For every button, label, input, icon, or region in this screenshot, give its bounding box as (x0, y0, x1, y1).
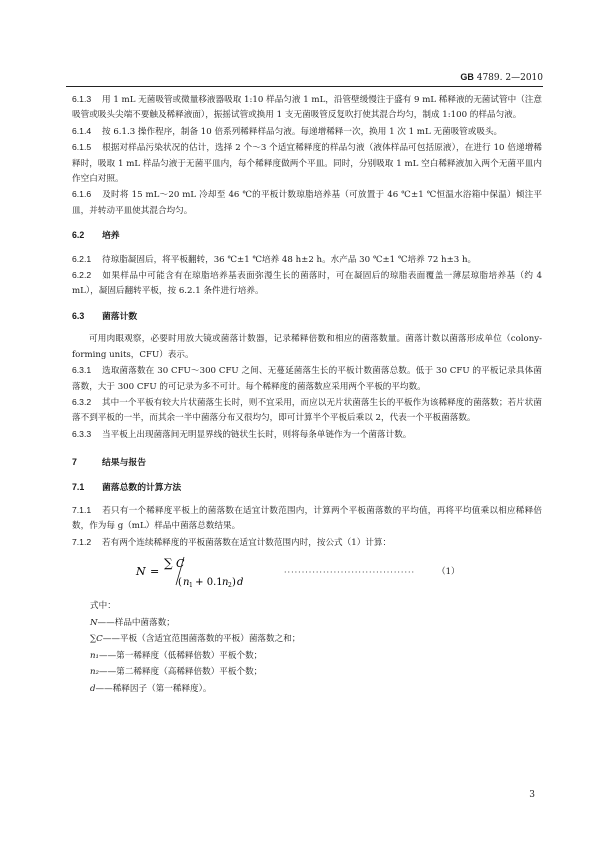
definition-symbol: n₂ (90, 667, 99, 678)
colony-count-formula (132, 553, 272, 593)
clause-number: 7.1.1 (72, 504, 92, 515)
definition-symbol: d (90, 683, 96, 694)
formula-1 (72, 553, 542, 593)
clause-number: 6.3.3 (72, 428, 92, 439)
document-body (72, 92, 542, 697)
clause-6-3-3 (72, 427, 542, 443)
formula-n2: n (222, 577, 229, 589)
clause-number: 6.2.1 (72, 253, 92, 264)
clause-7-1-2 (72, 535, 542, 551)
section-number: 6.2 (72, 230, 85, 241)
definition-n1 (90, 648, 542, 665)
definition-text: ——平板（含适宜范围菌落数的平板）菌落数之和； (102, 634, 301, 645)
clause-6-2-2 (72, 268, 542, 300)
header-rule (66, 86, 543, 87)
formula-numerator: C (176, 557, 185, 571)
section-title: 菌落计数 (102, 310, 138, 321)
definition-n2 (90, 664, 542, 681)
formula-open-paren: ( (178, 577, 182, 589)
clause-6-2-1 (72, 252, 542, 268)
standard-prefix: GB (460, 72, 474, 82)
clause-number: 6.3.2 (72, 396, 92, 407)
section-heading-6-3 (72, 309, 542, 324)
section-heading-6-2 (72, 228, 542, 243)
clause-6-3-intro: 可用肉眼观察，必要时用放大镜或菌落计数器，记录稀释倍数和相应的菌落数量。菌落计数以菌落形成单位（colony-forming units，CFU）表示。 (72, 334, 542, 360)
clause-6-1-5 (72, 140, 542, 187)
clause-number: 6.3.1 (72, 365, 92, 376)
formula-lhs: N (136, 565, 146, 579)
section-heading-7 (72, 455, 542, 470)
definitions-intro: 式中： (90, 601, 116, 612)
clause-6-1-4 (72, 124, 542, 140)
definition-d (90, 681, 542, 698)
section-number: 6.3 (72, 310, 85, 321)
clause-text: 若只有一个稀释度平板上的菌落数在适宜计数范围内，计算两个平板菌落数的平均值，再将平均值乘以相应稀释倍数，作为每 g（mL）样品中菌落总数结果。 (72, 505, 542, 532)
formula-n1: n (183, 577, 190, 589)
clause-6-3-2 (72, 395, 542, 427)
definition-n (90, 615, 542, 632)
clause-text: 用 1 mL 无菌吸管或微量移液器吸取 1:10 样品匀液 1 mL，沿管壁缓慢注于盛有 9 mL 稀释液的无菌试管中（注意吸管或吸头尖端不要触及稀释液面），振摇试管或换用 1 支无菌吸管反复吹打使其混合均匀，制成 1:100 的样品匀液。 (72, 95, 542, 121)
clause-text: 当平板上出现菌落间无明显界线的链状生长时，则将每条单链作为一个菌落计数。 (102, 429, 412, 440)
clause-number: 7.1.2 (72, 536, 92, 547)
clause-text: 根据对样品污染状况的估计，选择 2 个～3 个适宜稀释度的样品匀液（液体样品可包括原液），在进行 10 倍递增稀释时，吸取 1 mL 样品匀液于无菌平皿内，每个稀释度做两个平皿。同时，分别吸取 1 mL 空白稀释液加入两个无菌平皿内作空白对照。 (72, 143, 542, 185)
standard-code (460, 72, 543, 83)
clause-number: 6.1.5 (72, 142, 92, 153)
definition-symbol: n₁ (90, 650, 99, 661)
clause-number: 6.1.4 (72, 125, 92, 136)
clause-7-1-1 (72, 503, 542, 535)
page-number: 3 (529, 790, 535, 800)
clause-6-1-3 (72, 92, 542, 124)
clause-text: 如果样品中可能含有在琼脂培养基表面弥漫生长的菌落时，可在凝固后的琼脂表面覆盖一薄层琼脂培养基（约 4 mL），凝固后翻转平板，按 6.2.1 条件进行培养。 (72, 271, 542, 297)
clause-number: 6.2.2 (72, 270, 92, 281)
formula-equals: = (150, 565, 160, 579)
formula-d: d (237, 577, 244, 589)
clause-6-1-6 (72, 187, 542, 219)
formula-n2-subscript: 2 (228, 582, 232, 590)
section-title: 培养 (102, 230, 120, 241)
clause-text: 及时将 15 mL～20 mL 冷却至 46 ℃的平板计数琼脂培养基（可放置于 46 ℃±1 ℃恒温水浴箱中保温）倾注平皿，并转动平皿使其混合均匀。 (72, 190, 542, 216)
definition-text: ——样品中菌落数； (97, 617, 175, 628)
clause-text: 若有两个连续稀释度的平板菌落数在适宜计数范围内时，按公式（1）计算： (102, 537, 392, 548)
formula-sum-symbol: ∑ (164, 556, 173, 571)
formula-number: （1） (437, 567, 460, 578)
section-number: 7.1 (72, 481, 85, 492)
section-heading-7-1 (72, 480, 542, 495)
formula-close-paren: ) (232, 577, 236, 589)
clause-number: 6.1.6 (72, 189, 92, 200)
definition-symbol: N (90, 617, 98, 628)
formula-leader-dots: ····································· (284, 568, 416, 578)
clause-number: 6.1.3 (72, 94, 92, 104)
definition-text: ——第一稀释度（低稀释倍数）平板个数； (98, 650, 263, 661)
definition-symbol: ∑C (90, 634, 103, 645)
clause-text: 其中一个平板有较大片状菌落生长时，则不宜采用，而应以无片状菌落生长的平板作为该稀释度的菌落数；若片状菌落不到平板的一半，而其余一半中菌落分布又很均匀，即可计算半个平板后乘以 2，代表一个平板菌落数。 (72, 397, 542, 424)
definition-sum-c (90, 631, 542, 648)
clause-text: 待琼脂凝固后，将平板翻转，36 ℃±1 ℃培养 48 h±2 h。水产品 30 ℃±1 ℃培养 72 h±3 h。 (102, 254, 477, 265)
definition-text: ——稀释因子（第一稀释度）。 (95, 683, 212, 694)
clause-text: 选取菌落数在 30 CFU～300 CFU 之间、无蔓延菌落生长的平板计数菌落总数。低于 30 CFU 的平板记录具体菌落数，大于 300 CFU 的可记录为多不可计。每个稀释度的菌落数应采用两个平板的平均数。 (72, 366, 542, 392)
section-title: 菌落总数的计算方法 (102, 481, 182, 492)
definition-text: ——第二稀释度（高稀释倍数）平板个数； (98, 667, 263, 678)
standard-number: 4789. 2—2010 (476, 73, 543, 83)
formula-n1-subscript: 1 (189, 582, 193, 590)
formula-plus-coefficient: + 0.1 (192, 577, 223, 589)
clause-6-3-1 (72, 363, 542, 395)
clause-text: 按 6.1.3 操作程序，制备 10 倍系列稀释样品匀液。每递增稀释一次，换用 1 次 1 mL 无菌吸管或吸头。 (102, 126, 503, 137)
section-number: 7 (72, 457, 77, 468)
section-title: 结果与报告 (102, 457, 146, 468)
